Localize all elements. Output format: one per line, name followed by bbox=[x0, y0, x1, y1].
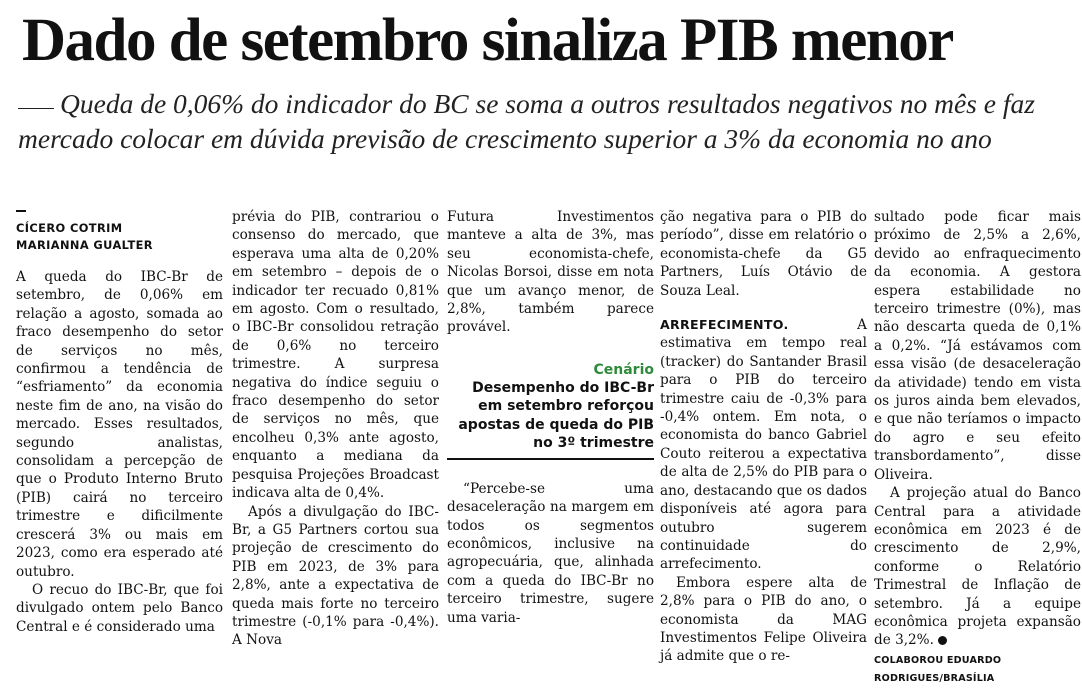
column-3 bbox=[447, 208, 654, 626]
box-tag: Cenário bbox=[593, 361, 654, 378]
dek-dash bbox=[18, 108, 54, 109]
byline-rule bbox=[16, 210, 26, 212]
dek-text: Queda de 0,06% do indicador do BC se soma a outros resultados negativos no mês e faz mercado colocar em dúvida previsão de crescimento superior a 3% da economia no ano bbox=[18, 88, 1035, 154]
col4-paragraph-2 bbox=[660, 316, 867, 574]
col2-paragraph-1: prévia do PIB, contrariou o consenso do mercado, que esperava uma alta de 0,20% em setembro – depois de o indicador ter recuado 0,81% em agosto. Com o resultado, o IBC-Br consolidou retração de 0,6% no terceiro trimestre. A surpresa negativa do índice seguiu o fraco desempenho do setor de serviços no mês, que encolheu 0,3% ante agosto, enquanto a mediana da pesquisa Projeções Broadcast indicava alta de 0,4%. bbox=[232, 209, 439, 502]
box-title: Desempenho do IBC-Br em setembro reforçou apostas de queda do PIB no 3º trimestre bbox=[458, 379, 654, 452]
col5-paragraph-2 bbox=[874, 484, 1081, 650]
column-2 bbox=[232, 208, 439, 649]
credit: COLABOROU EDUARDO RODRIGUES/BRASÍLIA bbox=[874, 654, 1002, 685]
col5-paragraph-1: sultado pode ficar mais próximo de 2,5% a 2,6%, devido ao enfraquecimento da economia. A gestora espera estabilidade no terceiro trimestre (0%), mas não descarta queda de 0,1% a 0,2%. “Já estávamos com essa visão (de desaceleração da atividade) tendo em vista os juros ainda bem elevados, e que não teríamos o impacto do agro e seu efeito transbordamento”, disse Oliveira. bbox=[874, 209, 1081, 483]
subhead: ARREFECIMENTO. bbox=[660, 317, 789, 333]
headline: Dado de setembro sinaliza PIB menor bbox=[22, 7, 953, 74]
col5-paragraph-2-text: A projeção atual do Banco Central para a atividade econômica em 2023 é de crescimento de 2,9%, conforme o Relatório Trimestral de Inflação de setembro. Já a equipe econômica projeta expansão de 3,2%. bbox=[874, 485, 1081, 649]
dek bbox=[18, 86, 1078, 156]
column-1 bbox=[16, 208, 223, 635]
column-4 bbox=[660, 208, 867, 665]
col1-paragraph-2: O recuo do IBC-Br, que foi divulgado ontem pelo Banco Central e é considerado uma bbox=[16, 581, 223, 635]
sidebar-box bbox=[447, 361, 654, 460]
col4-paragraph-1: ção negativa para o PIB do período”, disse em relatório o economista-chefe da G5 Partners, Luís Otávio de Souza Leal. bbox=[660, 209, 867, 299]
end-mark-icon bbox=[938, 636, 947, 645]
col4-paragraph-3: Embora espere alta de 2,8% para o PIB do ano, o economista da MAG Investimentos Felipe Oliveira já admite que o re- bbox=[660, 574, 867, 665]
col3-paragraph-2: “Percebe-se uma desaceleração na margem em todos os segmentos econômicos, inclusive na agropecuária, que, alinhada com a queda do IBC-Br no terceiro trimestre, sugere uma varia- bbox=[447, 480, 654, 626]
author-1: CÍCERO COTRIM bbox=[16, 221, 123, 235]
col4-paragraph-2-text: A estimativa em tempo real (tracker) do Santander Brasil para o PIB do terceiro trimestre caiu de -0,3% para -0,4% ontem. Em nota, o economista do banco Gabriel Couto reiterou a expectativa de alta de 2,5% do PIB para o ano, destacando que os dados disponíveis até agora para outubro sugerem continuidade do arrefecimento. bbox=[660, 317, 867, 573]
author-2: MARIANNA GUALTER bbox=[16, 238, 153, 252]
col3-paragraph-1: Futura Investimentos manteve a alta de 3%, mas seu economista-chefe, Nicolas Borsoi, disse em nota que um avanço menor, de 2,8%, também parece provável. bbox=[447, 209, 654, 336]
column-5 bbox=[874, 208, 1081, 685]
col1-paragraph-1: A queda do IBC-Br de setembro, de 0,06% em relação a agosto, somada ao fraco desempenho do setor de serviços no mês, confirmou a tendência de “esfriamento” da economia neste fim de ano, na visão do mercado. Esses resultados, segundo analistas, consolidam a percepção de que o Produto Interno Bruto (PIB) cairá no terceiro trimestre e dificilmente crescerá 3% ou mais em 2023, como era esperado até outubro. bbox=[16, 269, 223, 580]
col2-paragraph-2: Após a divulgação do IBC-Br, a G5 Partners cortou sua projeção de crescimento do PIB em 2023, de 3% para 2,8%, ante a expectativa de queda mais forte no terceiro trimestre (-0,1% para -0,4%). A Nova bbox=[232, 503, 439, 649]
